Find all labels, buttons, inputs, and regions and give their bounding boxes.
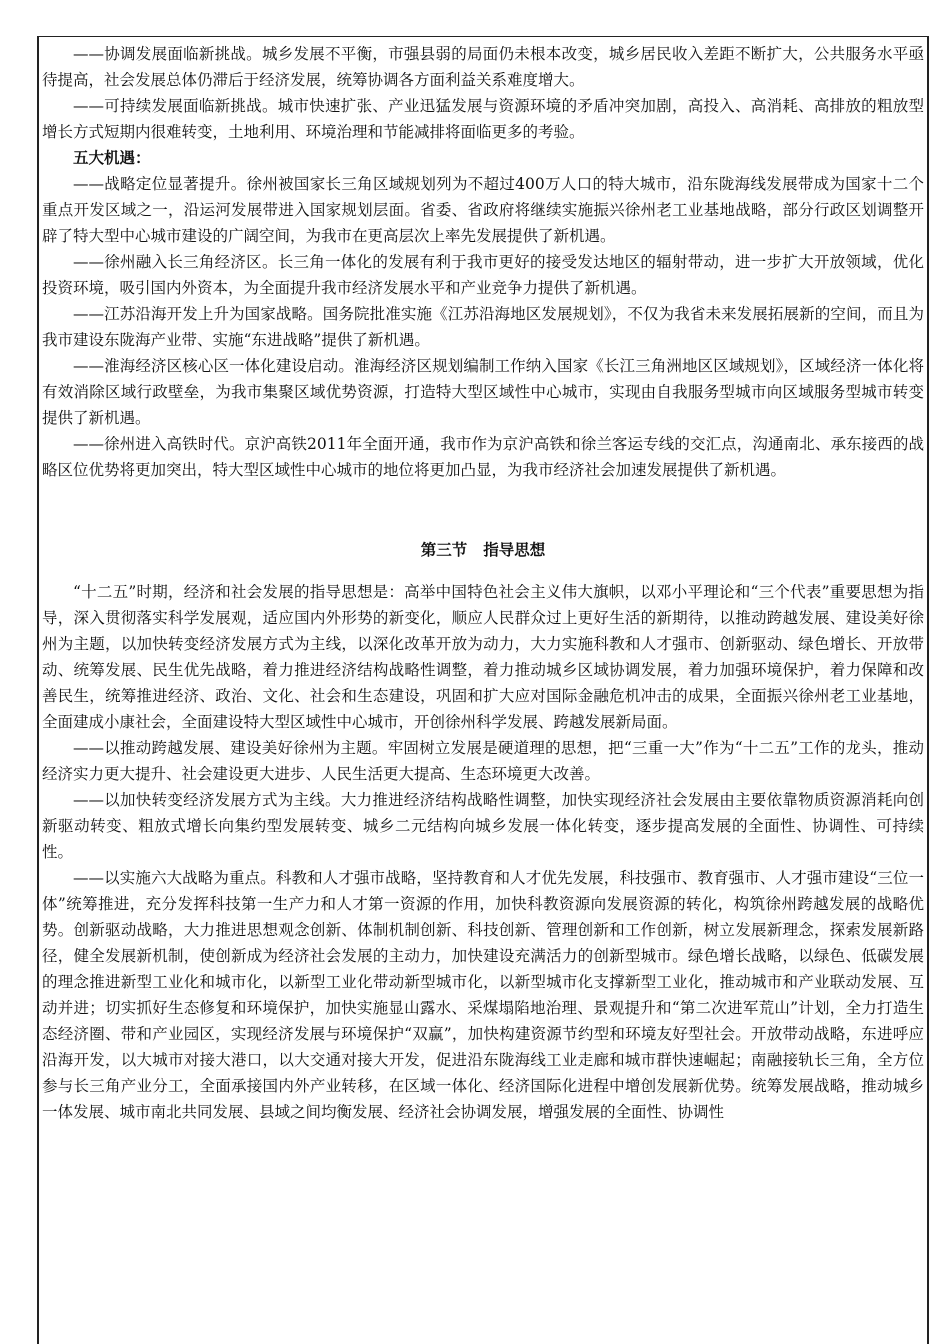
paragraph-lead: ——江苏沿海开发上升为国家战略。 [73, 305, 323, 323]
paragraph-guiding-strategies [42, 865, 924, 1125]
document-content [42, 41, 924, 1125]
paragraph-lead: ——以加快转变经济发展方式为主线。 [73, 791, 341, 809]
paragraph-opportunity-1 [42, 171, 924, 249]
paragraph-opportunity-3 [42, 301, 924, 353]
paragraph-guiding-intro [42, 579, 924, 735]
section-heading [42, 537, 924, 563]
paragraph-text: 牢固树立发展是硬道理的思想，把“三重一大”作为“十二五”工作的龙头，推动经济实力更大提升、社会建设更大进步、人民生活更大提高、生态环境更大改善。 [42, 739, 924, 783]
paragraph-opportunity-4 [42, 353, 924, 431]
opportunities-title: 五大机遇： [73, 149, 151, 167]
paragraph-lead: ——协调发展面临新挑战。 [73, 45, 262, 63]
paragraph-lead: ——徐州融入长三角经济区。 [73, 253, 278, 271]
paragraph-opportunity-5 [42, 431, 924, 483]
paragraph-guiding-mainline [42, 787, 924, 865]
paragraph-lead: ——以推动跨越发展、建设美好徐州为主题。 [73, 739, 388, 757]
paragraph-lead: ——以实施六大战略为重点。 [73, 869, 276, 887]
document-frame [37, 36, 929, 1344]
paragraph-text: 淮海经济区规划编制工作纳入国家《长江三角洲地区区域规划》，区域经济一体化将有效消除区域行政壁垒，为我市集聚区域优势资源，打造特大型区域性中心城市，实现由自我服务型城市向区域服务型城市转变提供了新机遇。 [42, 357, 924, 427]
paragraph-text: 国务院批准实施《江苏沿海地区发展规划》，不仅为我省未来发展拓展新的空间，而且为我市建设东陇海产业带、实施“东进战略”提供了新机遇。 [42, 305, 924, 349]
paragraph-text: 城乡发展不平衡，市强县弱的局面仍未根本改变，城乡居民收入差距不断扩大，公共服务水平亟待提高，社会发展总体仍滞后于经济发展，统筹协调各方面利益关系难度增大。 [42, 45, 924, 89]
paragraph-sustainability-challenge [42, 93, 924, 145]
paragraph-text: 科教和人才强市战略，坚持教育和人才优先发展，科技强市、教育强市、人才强市建设“三位一体”统筹推进，充分发挥科技第一生产力和人才第一资源的作用，加快科教资源向发展资源的转化，构筑徐州跨越发展的战略优势。创新驱动战略，大力推进思想观念创新、体制机制创新、科技创新、管理创新和工作创新，树立发展新理念，探索发展新路径，健全发展新机制，使创新成为经济社会发展的主动力，加快建设充满活力的创新型城市。绿色增长战略，以绿色、低碳发展的理念推进新型工业化和城市化，以新型工业化带动新型城市化，以新型城市化支撑新型工业化，推动城市和产业联动发展、互动并进；切实抓好生态修复和环境保护，加快实施显山露水、采煤塌陷地治理、景观提升和“第二次进军荒山”计划，全力打造生态经济圈、带和产业园区，实现经济发展与环境保护“双赢”，加快构建资源节约型和环境友好型社会。开放带动战略，东进呼应沿海开发，以大城市对接大港口，以大交通对接大开发，促进沿东陇海线工业走廊和城市群快速崛起；南融接轨长三角，全方位参与长三角产业分工，全面承接国内外产业转移，在区域一体化、经济国际化进程中增创发展新优势。统筹发展战略，推动城乡一体发展、城市南北共同发展、县域之间均衡发展、经济社会协调发展，增强发展的全面性、协调性 [42, 869, 924, 1121]
section-title: 指导思想 [483, 541, 546, 559]
paragraph-text: 徐州被国家长三角区域规划列为不超过400万人口的特大城市，沿东陇海线发展带成为国家十二个重点开发区域之一，沿运河发展带进入国家规划层面。省委、省政府将继续实施振兴徐州老工业基地战略，部分行政区划调整开辟了特大型中心城市建设的广阔空间，为我市在更高层次上率先发展提供了新机遇。 [42, 175, 924, 245]
paragraph-text: 京沪高铁2011年全面开通，我市作为京沪高铁和徐兰客运专线的交汇点，沟通南北、承东接西的战略区位优势将更加突出，特大型区域性中心城市的地位将更加凸显，为我市经济社会加速发展提供了新机遇。 [42, 435, 924, 479]
paragraph-text: “十二五”时期，经济和社会发展的指导思想是：高举中国特色社会主义伟大旗帜，以邓小平理论和“三个代表”重要思想为指导，深入贯彻落实科学发展观，适应国内外形势的新变化，顺应人民群众过上更好生活的新期待，以推动跨越发展、建设美好徐州为主题，以加快转变经济发展方式为主线，以深化改革开放为动力，大力实施科教和人才强市、创新驱动、绿色增长、开放带动、统筹发展、民生优先战略，着力推进经济结构战略性调整，着力推动城乡区域协调发展，着力加强环境保护，着力保障和改善民生，统筹推进经济、政治、文化、社会和生态建设，巩固和扩大应对国际金融危机冲击的成果，全面振兴徐州老工业基地，全面建成小康社会，全面建设特大型区域性中心城市，开创徐州科学发展、跨越发展新局面。 [42, 583, 924, 731]
paragraph-text: 城市快速扩张、产业迅猛发展与资源环境的矛盾冲突加剧，高投入、高消耗、高排放的粗放型增长方式短期内很难转变，土地利用、环境治理和节能减排将面临更多的考验。 [42, 97, 924, 141]
section-number: 第三节 [420, 541, 468, 559]
paragraph-lead: ——可持续发展面临新挑战。 [73, 97, 278, 115]
paragraph-opportunity-2 [42, 249, 924, 301]
paragraph-text: 长三角一体化的发展有利于我市更好的接受发达地区的辐射带动，进一步扩大开放领域，优化投资环境，吸引国内外资本，为全面提升我市经济发展水平和产业竞争力提供了新机遇。 [42, 253, 924, 297]
paragraph-lead: ——徐州进入高铁时代。 [73, 435, 245, 453]
paragraph-lead: ——战略定位显著提升。 [73, 175, 247, 193]
paragraph-coordination-challenge [42, 41, 924, 93]
paragraph-guiding-theme [42, 735, 924, 787]
paragraph-lead: ——淮海经济区核心区一体化建设启动。 [73, 357, 354, 375]
paragraph-text: 大力推进经济结构战略性调整，加快实现经济社会发展由主要依靠物质资源消耗向创新驱动转变、粗放式增长向集约型发展转变、城乡二元结构向城乡发展一体化转变，逐步提高发展的全面性、协调性、可持续性。 [42, 791, 924, 861]
